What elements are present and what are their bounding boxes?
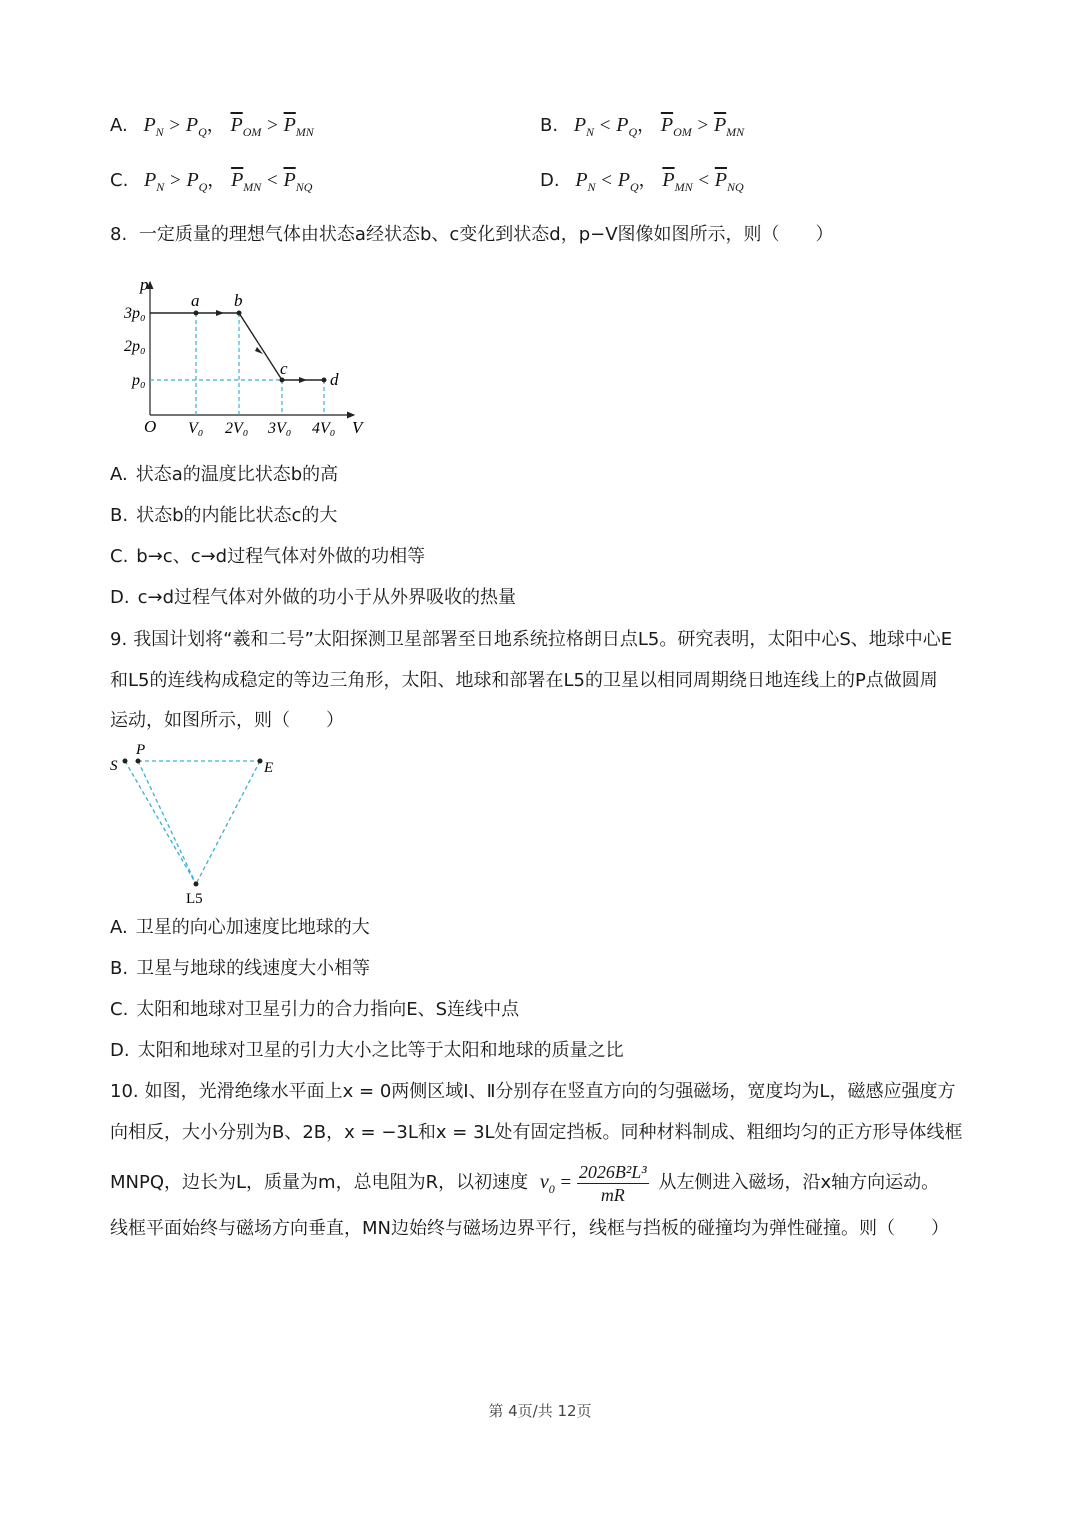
label-s: S — [110, 758, 118, 774]
q9-triangle-diagram — [108, 738, 308, 908]
q7-option-a-text: $P_N > P_Q$， $\overline{P}_{OM} > \overline{P}_{MN}$ — [143, 114, 314, 139]
q8-stem: 8. 一定质量的理想气体由状态a经状态b、c变化到状态d，p−V图像如图所示，则（ ） — [110, 224, 834, 245]
q7-option-b-text: $P_N < P_Q$， $\overline{P}_{OM} > \overline{P}_{MN}$ — [573, 114, 745, 139]
q10-line-1: 10. 如图，光滑绝缘水平面上x = 0两侧区域Ⅰ、Ⅱ分别存在竖直方向的匀强磁场，宽度均为L，磁感应强度方 — [110, 1081, 956, 1102]
point-e — [258, 759, 263, 764]
q9-option-d: D. 太阳和地球对卫星的引力大小之比等于太阳和地球的质量之比 — [110, 1040, 624, 1061]
q10-line-4: 线框平面始终与磁场方向垂直，MN边始终与磁场边界平行，线框与挡板的碰撞均为弹性碰撞。则（ ） — [110, 1218, 949, 1239]
label-c: c — [280, 359, 288, 378]
y-tick-3p0: 3p₀ — [124, 305, 146, 322]
q7-option-b: B. $P_N < P_Q$， $\overline{P}_{OM} > \overline{P}_{MN}$ — [540, 114, 745, 139]
label-l5: L5 — [186, 891, 203, 907]
q9-option-b: B. 卫星与地球的线速度大小相等 — [110, 958, 371, 979]
q9-stem-line-1: 9. 我国计划将“羲和二号”太阳探测卫星部署至日地系统拉格朗日点L5。研究表明，太阳中心S、地球中心E — [110, 629, 953, 650]
label-e: E — [264, 760, 274, 776]
point-l5 — [194, 882, 199, 887]
q7-option-d: D. $P_N < P_Q$， $\overline{P}_{MN} < \overline{P}_{NQ}$ — [540, 169, 744, 194]
q8-option-b: B. 状态b的内能比状态c的大 — [110, 505, 338, 526]
label-d: d — [330, 370, 339, 389]
q8-option-a: A. 状态a的温度比状态b的高 — [110, 464, 339, 485]
q10-line-2: 向相反，大小分别为B、2B，x = −3L和x = 3L处有固定挡板。同种材料制成、粗细均匀的正方形导体线框 — [110, 1122, 963, 1143]
x-tick-3v0: 3V₀ — [268, 420, 292, 437]
page-footer: 第 4页/共 12页 — [488, 1402, 592, 1420]
x-tick-v0: V₀ — [188, 420, 204, 437]
q9-stem-line-2: 和L5的连线构成稳定的等边三角形，太阳、地球和部署在L5的卫星以相同周期绕日地连线上的P点做圆周 — [110, 670, 938, 691]
point-p — [136, 759, 141, 764]
y-tick-p0: p₀ — [132, 372, 146, 389]
q8-pv-graph — [118, 270, 378, 440]
point-a — [194, 311, 199, 316]
q7-option-a: A. $P_N > P_Q$， $\overline{P}_{OM} > \overline{P}_{MN}$ — [110, 114, 314, 139]
origin-label: O — [144, 417, 157, 436]
q7-option-c: C. $P_N > P_Q$， $\overline{P}_{MN} < \overline{P}_{NQ}$ — [110, 169, 313, 194]
q7-option-c-text: $P_N > P_Q$， $\overline{P}_{MN} < \overline{P}_{NQ}$ — [144, 169, 313, 194]
q8-option-c: C. b→c、c→d过程气体对外做的功相等 — [110, 546, 426, 567]
initial-velocity-fraction: $\frac{\text{2026B²L³}}{mR}$ — [578, 1161, 647, 1205]
point-b — [237, 311, 242, 316]
axis-label-p: p — [140, 275, 149, 294]
label-p: P — [136, 742, 146, 758]
label-a: a — [191, 291, 200, 310]
q9-stem-line-3: 运动，如图所示，则（ ） — [110, 710, 344, 731]
q9-option-c: C. 太阳和地球对卫星引力的合力指向E、S连线中点 — [110, 999, 520, 1020]
label-b: b — [234, 291, 243, 310]
q9-option-a: A. 卫星的向心加速度比地球的大 — [110, 917, 370, 938]
point-s — [123, 759, 128, 764]
q10-line-3: MNPQ，边长为L，质量为m，总电阻为R，以初速度 $v_0$ = $\frac{\text{2026B²L³}}{mR}$ 从左侧进入磁场，沿x轴方向运动。 — [110, 1161, 940, 1205]
q8-option-d: D. c→d过程气体对外做的功小于从外界吸收的热量 — [110, 587, 516, 608]
axis-label-v: V — [352, 418, 363, 437]
q7-option-d-text: $P_N < P_Q$， $\overline{P}_{MN} < \overline{P}_{NQ}$ — [575, 169, 744, 194]
x-tick-4v0: 4V₀ — [312, 420, 336, 437]
y-tick-2p0: 2p₀ — [124, 338, 146, 355]
point-c — [280, 378, 285, 383]
point-d — [322, 378, 327, 383]
x-tick-2v0: 2V₀ — [225, 420, 249, 437]
